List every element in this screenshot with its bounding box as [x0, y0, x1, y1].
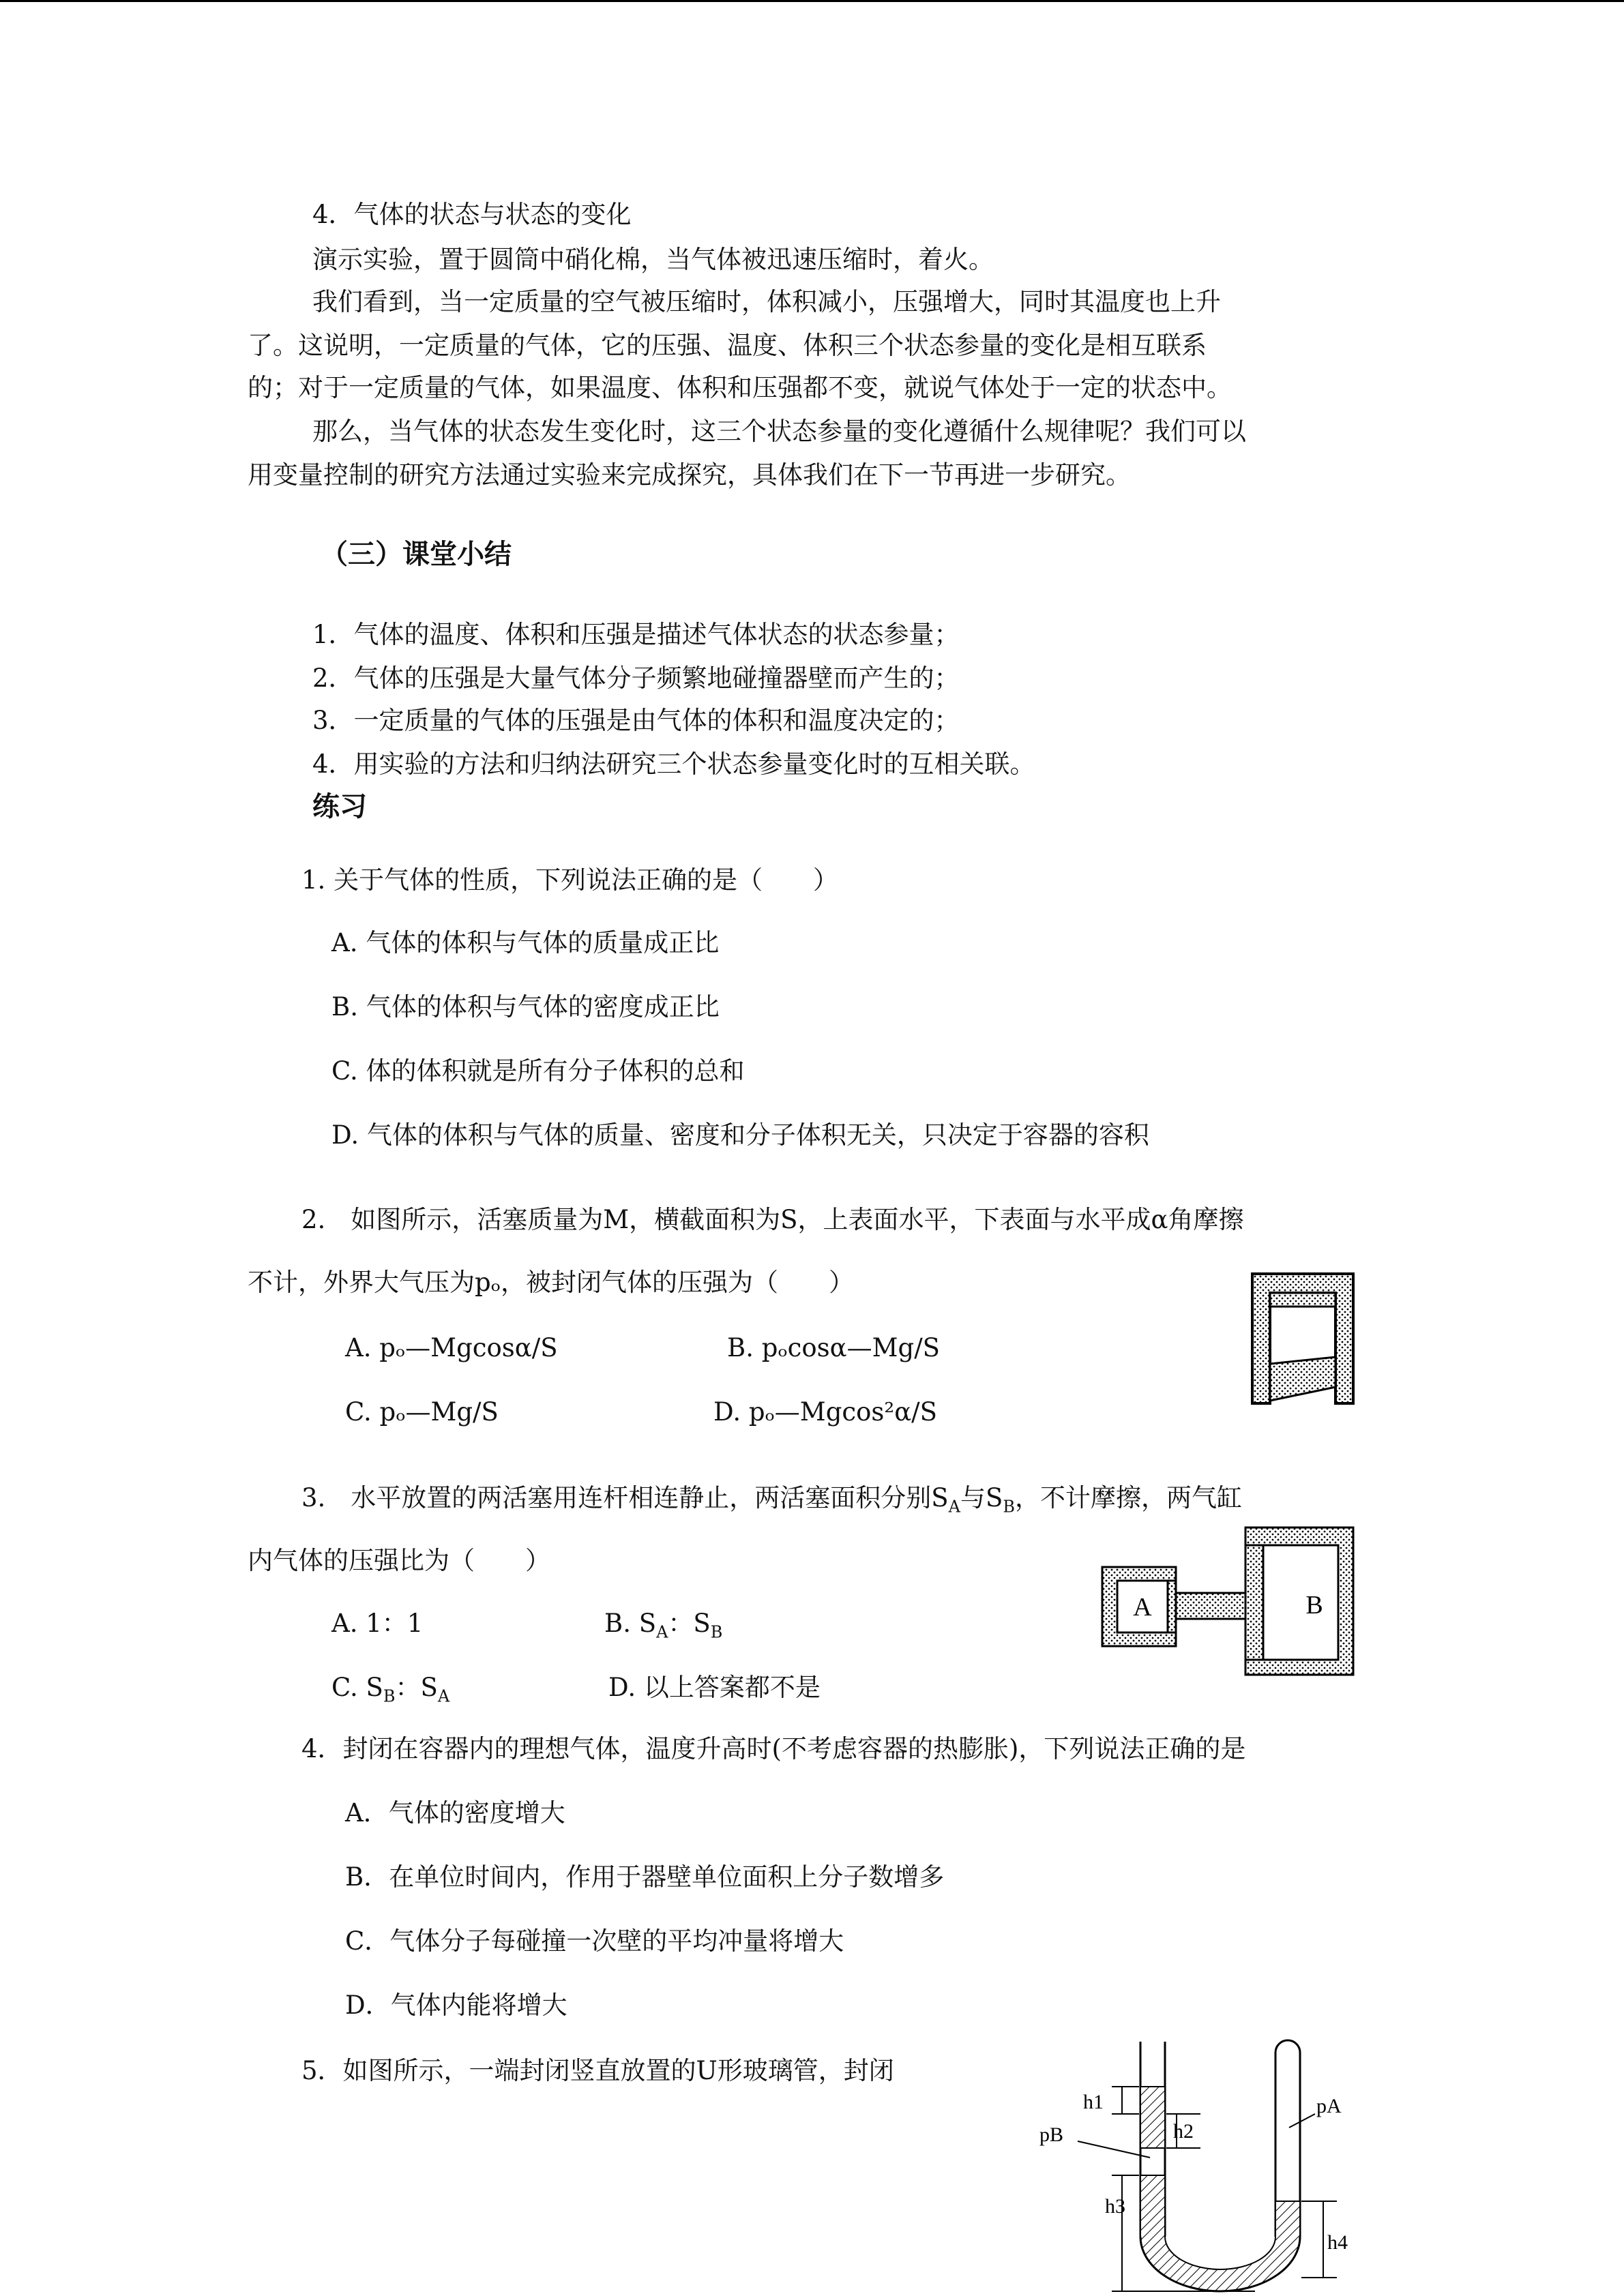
- q1-option-d: D. 气体的体积与气体的质量、密度和分子体积无关，只决定于容器的容积: [331, 1120, 1149, 1150]
- q1-option-a: A. 气体的体积与气体的质量成正比: [331, 928, 720, 957]
- top-rule: [0, 0, 1624, 2]
- q2-option-d: D. pₒ—Mgcos²α/S: [713, 1397, 937, 1427]
- q3-option-b: B. $S_A$：$S_B$: [604, 1609, 723, 1642]
- q5-label-h4: h4: [1327, 2231, 1348, 2254]
- q2-option-c: C. pₒ—Mg/S: [345, 1397, 499, 1427]
- q5-label-h3: h3: [1105, 2195, 1125, 2218]
- q3-option-d: D. 以上答案都不是: [608, 1673, 821, 1702]
- summary-item-4: 4．用实验的方法和归纳法研究三个状态参量变化时的互相关联。: [312, 749, 1035, 779]
- q1-stem: 1. 关于气体的性质，下列说法正确的是（ ）: [301, 865, 839, 895]
- q3-stem-line2: 内气体的压强比为（ ）: [248, 1546, 550, 1575]
- q4-option-c: C．气体分子每碰撞一次壁的平均冲量将增大: [345, 1926, 844, 1956]
- q5-label-pb: pB: [1039, 2123, 1064, 2146]
- q3-cylinders-figure: [1099, 1525, 1356, 1678]
- q5-u-tube-figure: [1030, 2032, 1412, 2296]
- q5-label-h1: h1: [1083, 2091, 1104, 2113]
- section4-demo: 演示实验，置于圆筒中硝化棉，当气体被迅速压缩时，着火。: [312, 245, 994, 274]
- section4-p2-line1: 那么，当气体的状态发生变化时，这三个状态参量的变化遵循什么规律呢？我们可以: [312, 417, 1246, 446]
- q4-option-a: A．气体的密度增大: [345, 1798, 565, 1828]
- summary-item-3: 3．一定质量的气体的压强是由气体的体积和温度决定的；: [312, 706, 960, 735]
- q3-option-a: A. 1：1: [331, 1609, 424, 1638]
- q1-option-b: B. 气体的体积与气体的密度成正比: [331, 992, 720, 1022]
- section4-p1-line3: 的；对于一定质量的气体，如果温度、体积和压强都不变，就说气体处于一定的状态中。: [248, 373, 1232, 402]
- section4-p1-line1: 我们看到，当一定质量的空气被压缩时，体积减小，压强增大，同时其温度也上升: [312, 287, 1221, 316]
- q2-option-a: A. pₒ—Mgcosα/S: [345, 1333, 558, 1362]
- q2-piston-figure: [1248, 1270, 1357, 1406]
- practice-heading: 练习: [312, 791, 367, 822]
- q4-option-d: D．气体内能将增大: [345, 1991, 567, 2020]
- q2-stem-line2: 不计，外界大气压为pₒ，被封闭气体的压强为（ ）: [248, 1268, 854, 1297]
- q2-stem-line1: 2. 如图所示，活塞质量为M，横截面积为S，上表面水平，下表面与水平成α角摩擦: [301, 1205, 1244, 1234]
- section4-p1-line2: 了。这说明，一定质量的气体，它的压强、温度、体积三个状态参量的变化是相互联系: [248, 331, 1207, 360]
- summary-heading: （三）课堂小结: [321, 539, 512, 570]
- q5-label-h2: h2: [1173, 2120, 1194, 2143]
- q3-label-a: A: [1133, 1593, 1152, 1622]
- q3-stem-line1: 3. 水平放置的两活塞用连杆相连静止，两活塞面积分别$S_A$与$S_B$，不计摩擦，两气缸: [301, 1483, 1242, 1517]
- q1-option-c: C. 体的体积就是所有分子体积的总和: [331, 1056, 745, 1086]
- section4-heading: 4．气体的状态与状态的变化: [312, 200, 632, 229]
- summary-item-1: 1．气体的温度、体积和压强是描述气体状态的状态参量；: [312, 620, 960, 649]
- q4-stem: 4．封闭在容器内的理想气体，温度升高时(不考虑容器的热膨胀)，下列说法正确的是: [301, 1734, 1246, 1763]
- q3-label-b: B: [1305, 1591, 1323, 1620]
- q2-option-b: B. pₒcosα—Mg/S: [727, 1333, 941, 1362]
- q4-option-b: B．在单位时间内，作用于器壁单位面积上分子数增多: [345, 1862, 945, 1892]
- q3-option-c: C. $S_B$：$S_A$: [331, 1673, 450, 1706]
- section4-p2-line2: 用变量控制的研究方法通过实验来完成探究，具体我们在下一节再进一步研究。: [248, 460, 1131, 490]
- summary-item-2: 2．气体的压强是大量气体分子频繁地碰撞器壁而产生的；: [312, 664, 960, 693]
- q5-label-pa: pA: [1316, 2095, 1342, 2117]
- q5-stem: 5．如图所示，一端封闭竖直放置的U形玻璃管，封闭: [301, 2056, 894, 2085]
